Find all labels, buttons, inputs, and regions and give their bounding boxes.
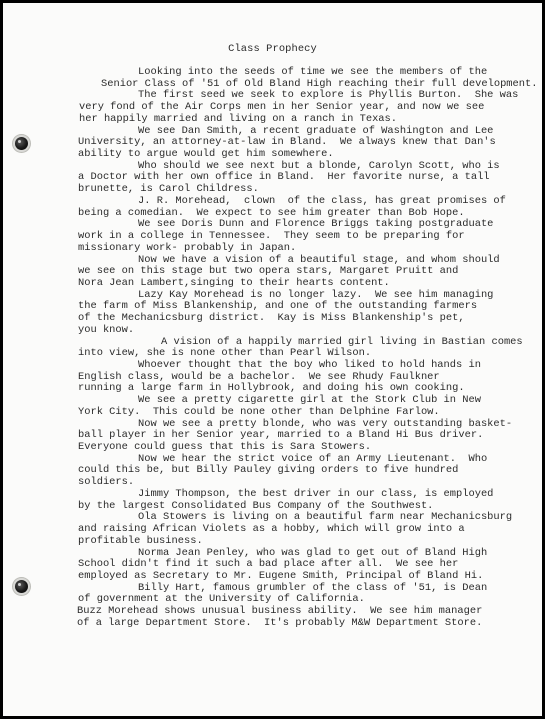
text-line: could this be, but Billy Pauley giving orders to five hundred (78, 464, 459, 477)
text-line: School didn't find it such a bad place after all. We see her (78, 558, 459, 571)
text-line: Norma Jean Penley, who was glad to get out of Bland High (138, 546, 488, 559)
text-line: We see Dan Smith, a recent graduate of Washington and Lee (138, 124, 494, 137)
text-line: York City. This could be none other than Delphine Farlow. (78, 405, 440, 418)
text-line: her happily married and living on a ranch in Texas. (79, 112, 398, 125)
text-line: Lazy Kay Morehead is no longer lazy. We see him managing (138, 288, 494, 301)
text-line: Senior Class of '51 of Old Bland High reaching their full development. (101, 77, 538, 90)
text-line: Now we have a vision of a beautiful stage, and whom should (138, 253, 500, 266)
text-line: We see a pretty cigarette girl at the Stork Club in New (138, 394, 481, 407)
text-line: Ola Stowers is living on a beautiful farm near Mechanicsburg (138, 511, 513, 524)
text-line: ability to argue would get him somewhere. (78, 148, 334, 161)
text-line: J. R. Morehead, clown of the class, has great promises of (138, 194, 506, 207)
text-line: brunette, is Carol Childress. (78, 183, 259, 196)
text-line: of government at the University of California. (78, 593, 365, 606)
text-line: running a large farm in Hollybrook, and doing his own cooking. (78, 382, 465, 395)
text-line: Billy Hart, famous grumbler of the class of '51, is Dean (138, 581, 488, 594)
text-line: Everyone could guess that this is Sara Stowers. (78, 441, 372, 454)
text-line: missionary work- probably in Japan. (78, 241, 297, 254)
text-line: the farm of Miss Blankenship, and one of the outstanding farmers (78, 300, 478, 313)
text-line: A vision of a happily married girl living in Bastian comes (161, 335, 523, 348)
text-line: of a large Department Store. It's probably M&W Department Store. (77, 616, 483, 629)
text-line: by the largest Consolidated Bus Company of the Southwest. (78, 499, 434, 512)
text-line: of the Mechanicsburg district. Kay is Miss Blankenship's pet, (78, 312, 465, 325)
binder-hole-icon (15, 580, 28, 593)
text-line: profitable business. (78, 534, 203, 547)
text-line: ball player in her Senior year, married to a Bland Hi Bus driver. (78, 429, 484, 442)
text-line: University, an attorney-at-law in Bland. We always knew that Dan's (78, 136, 496, 149)
document-page (3, 3, 542, 716)
text-line: Now we see a pretty blonde, who was very outstanding basket- (138, 417, 513, 430)
text-line: Buzz Morehead shows unusual business ability. We see him manager (77, 605, 483, 618)
text-line: English class, would be a bachelor. We see Rhudy Faulkner (78, 370, 440, 383)
text-line: Looking into the seeds of time we see the members of the (138, 66, 488, 78)
text-line: We see Doris Dunn and Florence Briggs taking postgraduate (138, 218, 494, 231)
text-line: and raising African Violets as a hobby, which will grow into a (78, 523, 465, 536)
text-line: we see on this stage but two opera stars, Margaret Pruitt and (78, 265, 459, 278)
text-line: being a comedian. We expect to see him greater than Bob Hope. (78, 206, 465, 219)
text-line: work in a college in Tennessee. They seem to be preparing for (78, 230, 465, 243)
text-line: employed as Secretary to Mr. Eugene Smith, Principal of Bland Hi. (78, 569, 484, 582)
text-line: very fond of the Air Corps men in her Senior year, and now we see (79, 101, 485, 114)
text-line: you know. (78, 323, 135, 336)
text-line: The first seed we seek to explore is Phyllis Burton. She was (138, 89, 519, 102)
text-line: into view, she is none other than Pearl Wilson. (78, 347, 372, 360)
binder-hole-icon (15, 137, 28, 150)
document-title: Class Prophecy (228, 43, 317, 55)
text-line: Whoever thought that the boy who liked to hold hands in (138, 359, 481, 371)
text-line: Jimmy Thompson, the best driver in our class, is employed (138, 487, 494, 500)
text-line: Now we hear the strict voice of an Army Lieutenant. Who (138, 452, 488, 465)
text-line: a Doctor with her own office in Bland. Her favorite nurse, a tall (78, 171, 490, 184)
text-line: Who should we see next but a blonde, Carolyn Scott, who is (138, 159, 500, 172)
text-line: soldiers. (78, 476, 135, 489)
text-line: Nora Jean Lambert,singing to their hearts content. (78, 276, 390, 289)
